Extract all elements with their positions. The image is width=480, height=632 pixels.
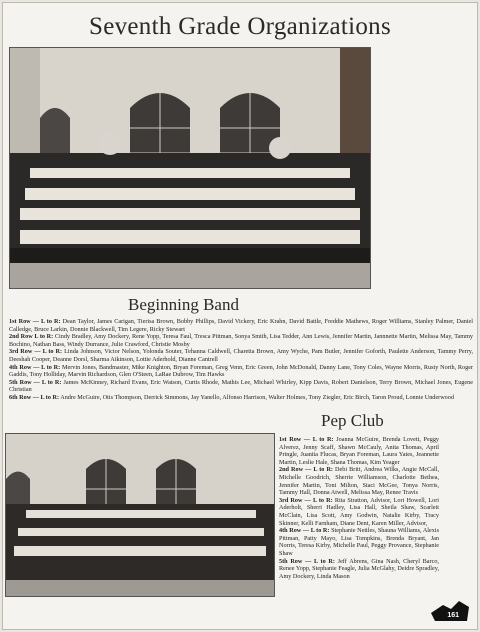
band-photo [9, 47, 371, 289]
eagle-emblem-icon [431, 599, 469, 623]
band-heading: Beginning Band [128, 295, 239, 314]
page-number-badge [431, 599, 469, 623]
band-row-1: 1st Row — L to R: Dean Taylor, James Carigan, Tierisa Brown, Bobby Phillips, David Vickery, Eric Krahn, David Battle, Freddie Mathews, Roger Williams, Stanley Palmer, Daniel Calledge, Bruce Larkin, Donnie Blackwell, Tim Legere, Ricky Stewart [9, 318, 474, 333]
pep-caption [279, 436, 439, 580]
band-caption [9, 318, 473, 402]
page-number: 161 [447, 612, 459, 619]
pep-heading: Pep Club [321, 411, 384, 430]
pep-row-2: 2nd Row — L to R: Debi Britt, Andrea Wilks, Angie McCall, Michelle Goodrich, Sherrie Williamson, Charlotte Bethea, Jennifer Martin, Toni Milton, Staci McGee, Tonya Norris, Tammy Hall, Donna Atwell, Melissa May, Renee Travis [279, 466, 439, 497]
pep-row-4: 4th Row — L to R: Stephanie Nettles, Shauna Williams, Alexis Pittman, Patty Mayo, Lisa Tompkins, Brenda Bryant, Jan Norris, Teresa Kirby, Michelle Paul, Peggy Provance, Stephanie Shaw [279, 527, 439, 557]
band-row-4: 4th Row — L to R: Mervin Jones, Bandmaster, Mike Knighton, Bryan Foreman, Greg Venn, Eric Green, John McDonald, Danny Lane, Tony Coles, Wayne Morris, Rusty North, Roger Gaddis, Tony Holliday, Marvin Richardson, Glen O'Steen, LaRae Dubrow, Tim Hawks [9, 363, 473, 379]
band-row-3: 3rd Row — L to R: Linda Johnson, Victor Nelson, Yolonda Souter, Tehanna Caldwell, Charetta Brown, Amy Wyche, Pam Butler, Jennifer Goforth, Paulette Anderson, Tammy Perry, Deeshah Cooper, Deanne Dorsl, Sharma Atkinson, Lottie Aderhold, Dianne Cantrell [9, 348, 474, 363]
page-title: Seventh Grade Organizations [89, 13, 391, 40]
band-row-5: 5th Row — L to R: James McKinney, Richard Evans, Eric Watson, Curtis Rhode, Mathis Lee, Michael Whirley, Kipp Davis, Robert Danielson, Terry Brown, Michael Jones, Eugene Christian [9, 378, 473, 394]
band-row-6: 6th Row — L to R: Andre McGuire, Otis Thompson, Derrick Simmons, Jay Yanello, Alfonso Harrison, Walter Holmes, Tony Ziegler, Eric Birch, Taron Proud, Lonnie Underwood [9, 393, 454, 401]
pep-row-3: 3rd Row — L to R: Rita Stratton, Advisor, Lori Howell, Lori Aderholt, Sherri Hadley, Lisa Hall, Sheila Shaw, Scarlett McClain, Lisa Scott, Amy Godwin, Natalie Kirby, Tracy Skinner, Kelli Farnham, Diane Dent, Karen Miller, Advisor, [279, 496, 440, 527]
pep-row-1: 1st Row — L to R: Joanna McGuire, Brenda Lovett, Peggy Alverez, Jenny Scaff, Shawn McCauly, Anita Thomas, April Pringle, Juanita Flucas, Bryan Foreman, Laura Yates, Jeannette Martin, Leslie Hale, Shana Thomas, Kim Yeager [279, 436, 440, 466]
pep-row-5: 5th Row — L to R: Jeff Abrens, Gina Nash, Cheryl Barco, Renee Yopp, Stephanie Feagle, Julia McGlahy, Deidre Spradley, Amy Dockery, Linda Mason [279, 557, 439, 580]
yearbook-page [2, 2, 478, 630]
pep-photo [5, 433, 275, 597]
band-row-2: 2nd Row L to R: Cindy Bradley, Amy Dockery, Rene Yopp, Teresa Faul, Tresca Pittman, Sonya Smith, Lisa Tedder, Ann Lewis, Jennifer Martin, Jannnette Martin, Melissa May, Tammy Bochino, Nathan Bass, Windy Durrance, Julie Crawford, Christie Mosby [9, 333, 474, 348]
